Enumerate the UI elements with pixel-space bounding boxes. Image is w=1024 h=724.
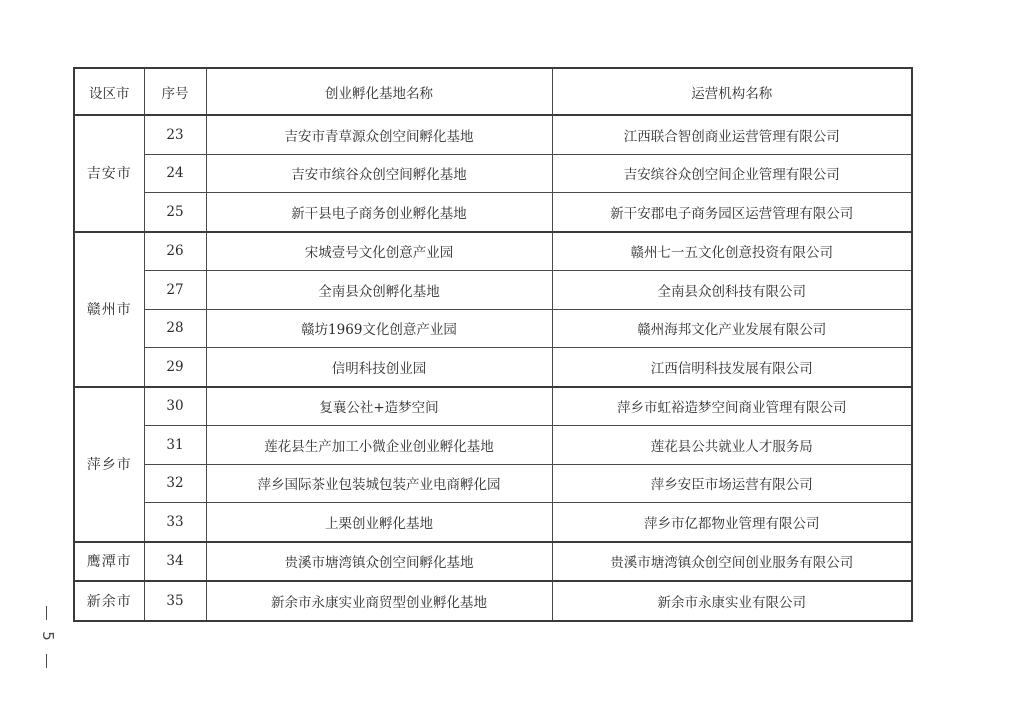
table-row bbox=[74, 309, 912, 348]
operator-cell: 赣州海邦文化产业发展有限公司 bbox=[552, 309, 912, 348]
number-cell: 35 bbox=[144, 581, 206, 621]
table-body bbox=[74, 115, 912, 621]
operator-cell: 吉安缤谷众创空间企业管理有限公司 bbox=[552, 154, 912, 193]
number-cell: 31 bbox=[144, 426, 206, 465]
table-row bbox=[74, 503, 912, 542]
table-row bbox=[74, 232, 912, 271]
city-cell: 赣州市 bbox=[74, 232, 144, 387]
number-cell: 32 bbox=[144, 464, 206, 503]
table-header-row bbox=[74, 68, 912, 115]
table-row bbox=[74, 193, 912, 232]
city-cell: 吉安市 bbox=[74, 115, 144, 232]
header-number: 序号 bbox=[144, 68, 206, 115]
number-cell: 28 bbox=[144, 309, 206, 348]
number-cell: 34 bbox=[144, 542, 206, 582]
base-name-cell: 赣坊1969文化创意产业园 bbox=[206, 309, 552, 348]
table-row bbox=[74, 426, 912, 465]
number-cell: 33 bbox=[144, 503, 206, 542]
page-number: 5 bbox=[39, 631, 57, 641]
base-name-cell: 吉安市青草源众创空间孵化基地 bbox=[206, 115, 552, 154]
page-number-marker bbox=[38, 606, 56, 668]
table-row bbox=[74, 348, 912, 387]
operator-cell: 江西联合智创商业运营管理有限公司 bbox=[552, 115, 912, 154]
operator-cell: 全南县众创科技有限公司 bbox=[552, 271, 912, 310]
operator-cell: 萍乡市虹裕造梦空间商业管理有限公司 bbox=[552, 387, 912, 426]
base-name-cell: 全南县众创孵化基地 bbox=[206, 271, 552, 310]
operator-cell: 莲花县公共就业人才服务局 bbox=[552, 426, 912, 465]
number-cell: 25 bbox=[144, 193, 206, 232]
table-row bbox=[74, 387, 912, 426]
page-number-dash-bottom bbox=[46, 654, 47, 668]
table-row bbox=[74, 154, 912, 193]
operator-cell: 赣州七一五文化创意投资有限公司 bbox=[552, 232, 912, 271]
incubation-base-table bbox=[73, 67, 913, 622]
city-cell: 新余市 bbox=[74, 581, 144, 621]
header-operator: 运营机构名称 bbox=[552, 68, 912, 115]
base-name-cell: 贵溪市塘湾镇众创空间孵化基地 bbox=[206, 542, 552, 582]
operator-cell: 萍乡市亿都物业管理有限公司 bbox=[552, 503, 912, 542]
page-number-dash-top bbox=[46, 606, 47, 620]
base-name-cell: 上栗创业孵化基地 bbox=[206, 503, 552, 542]
base-name-cell: 萍乡国际茶业包装城包装产业电商孵化园 bbox=[206, 464, 552, 503]
city-cell: 鹰潭市 bbox=[74, 542, 144, 582]
operator-cell: 新干安郡电子商务园区运营管理有限公司 bbox=[552, 193, 912, 232]
operator-cell: 萍乡安臣市场运营有限公司 bbox=[552, 464, 912, 503]
number-cell: 26 bbox=[144, 232, 206, 271]
number-cell: 23 bbox=[144, 115, 206, 154]
base-name-cell: 莲花县生产加工小微企业创业孵化基地 bbox=[206, 426, 552, 465]
number-cell: 24 bbox=[144, 154, 206, 193]
table-row bbox=[74, 115, 912, 154]
base-name-cell: 新干县电子商务创业孵化基地 bbox=[206, 193, 552, 232]
table-row bbox=[74, 271, 912, 310]
operator-cell: 贵溪市塘湾镇众创空间创业服务有限公司 bbox=[552, 542, 912, 582]
table-row bbox=[74, 581, 912, 621]
operator-cell: 江西信明科技发展有限公司 bbox=[552, 348, 912, 387]
base-name-cell: 复襄公社+造梦空间 bbox=[206, 387, 552, 426]
base-name-cell: 吉安市缤谷众创空间孵化基地 bbox=[206, 154, 552, 193]
number-cell: 30 bbox=[144, 387, 206, 426]
number-cell: 27 bbox=[144, 271, 206, 310]
header-base-name: 创业孵化基地名称 bbox=[206, 68, 552, 115]
base-name-cell: 宋城壹号文化创意产业园 bbox=[206, 232, 552, 271]
header-city: 设区市 bbox=[74, 68, 144, 115]
number-cell: 29 bbox=[144, 348, 206, 387]
city-cell: 萍乡市 bbox=[74, 387, 144, 542]
operator-cell: 新余市永康实业有限公司 bbox=[552, 581, 912, 621]
base-name-cell: 信明科技创业园 bbox=[206, 348, 552, 387]
table-row bbox=[74, 464, 912, 503]
base-name-cell: 新余市永康实业商贸型创业孵化基地 bbox=[206, 581, 552, 621]
table-row bbox=[74, 542, 912, 582]
